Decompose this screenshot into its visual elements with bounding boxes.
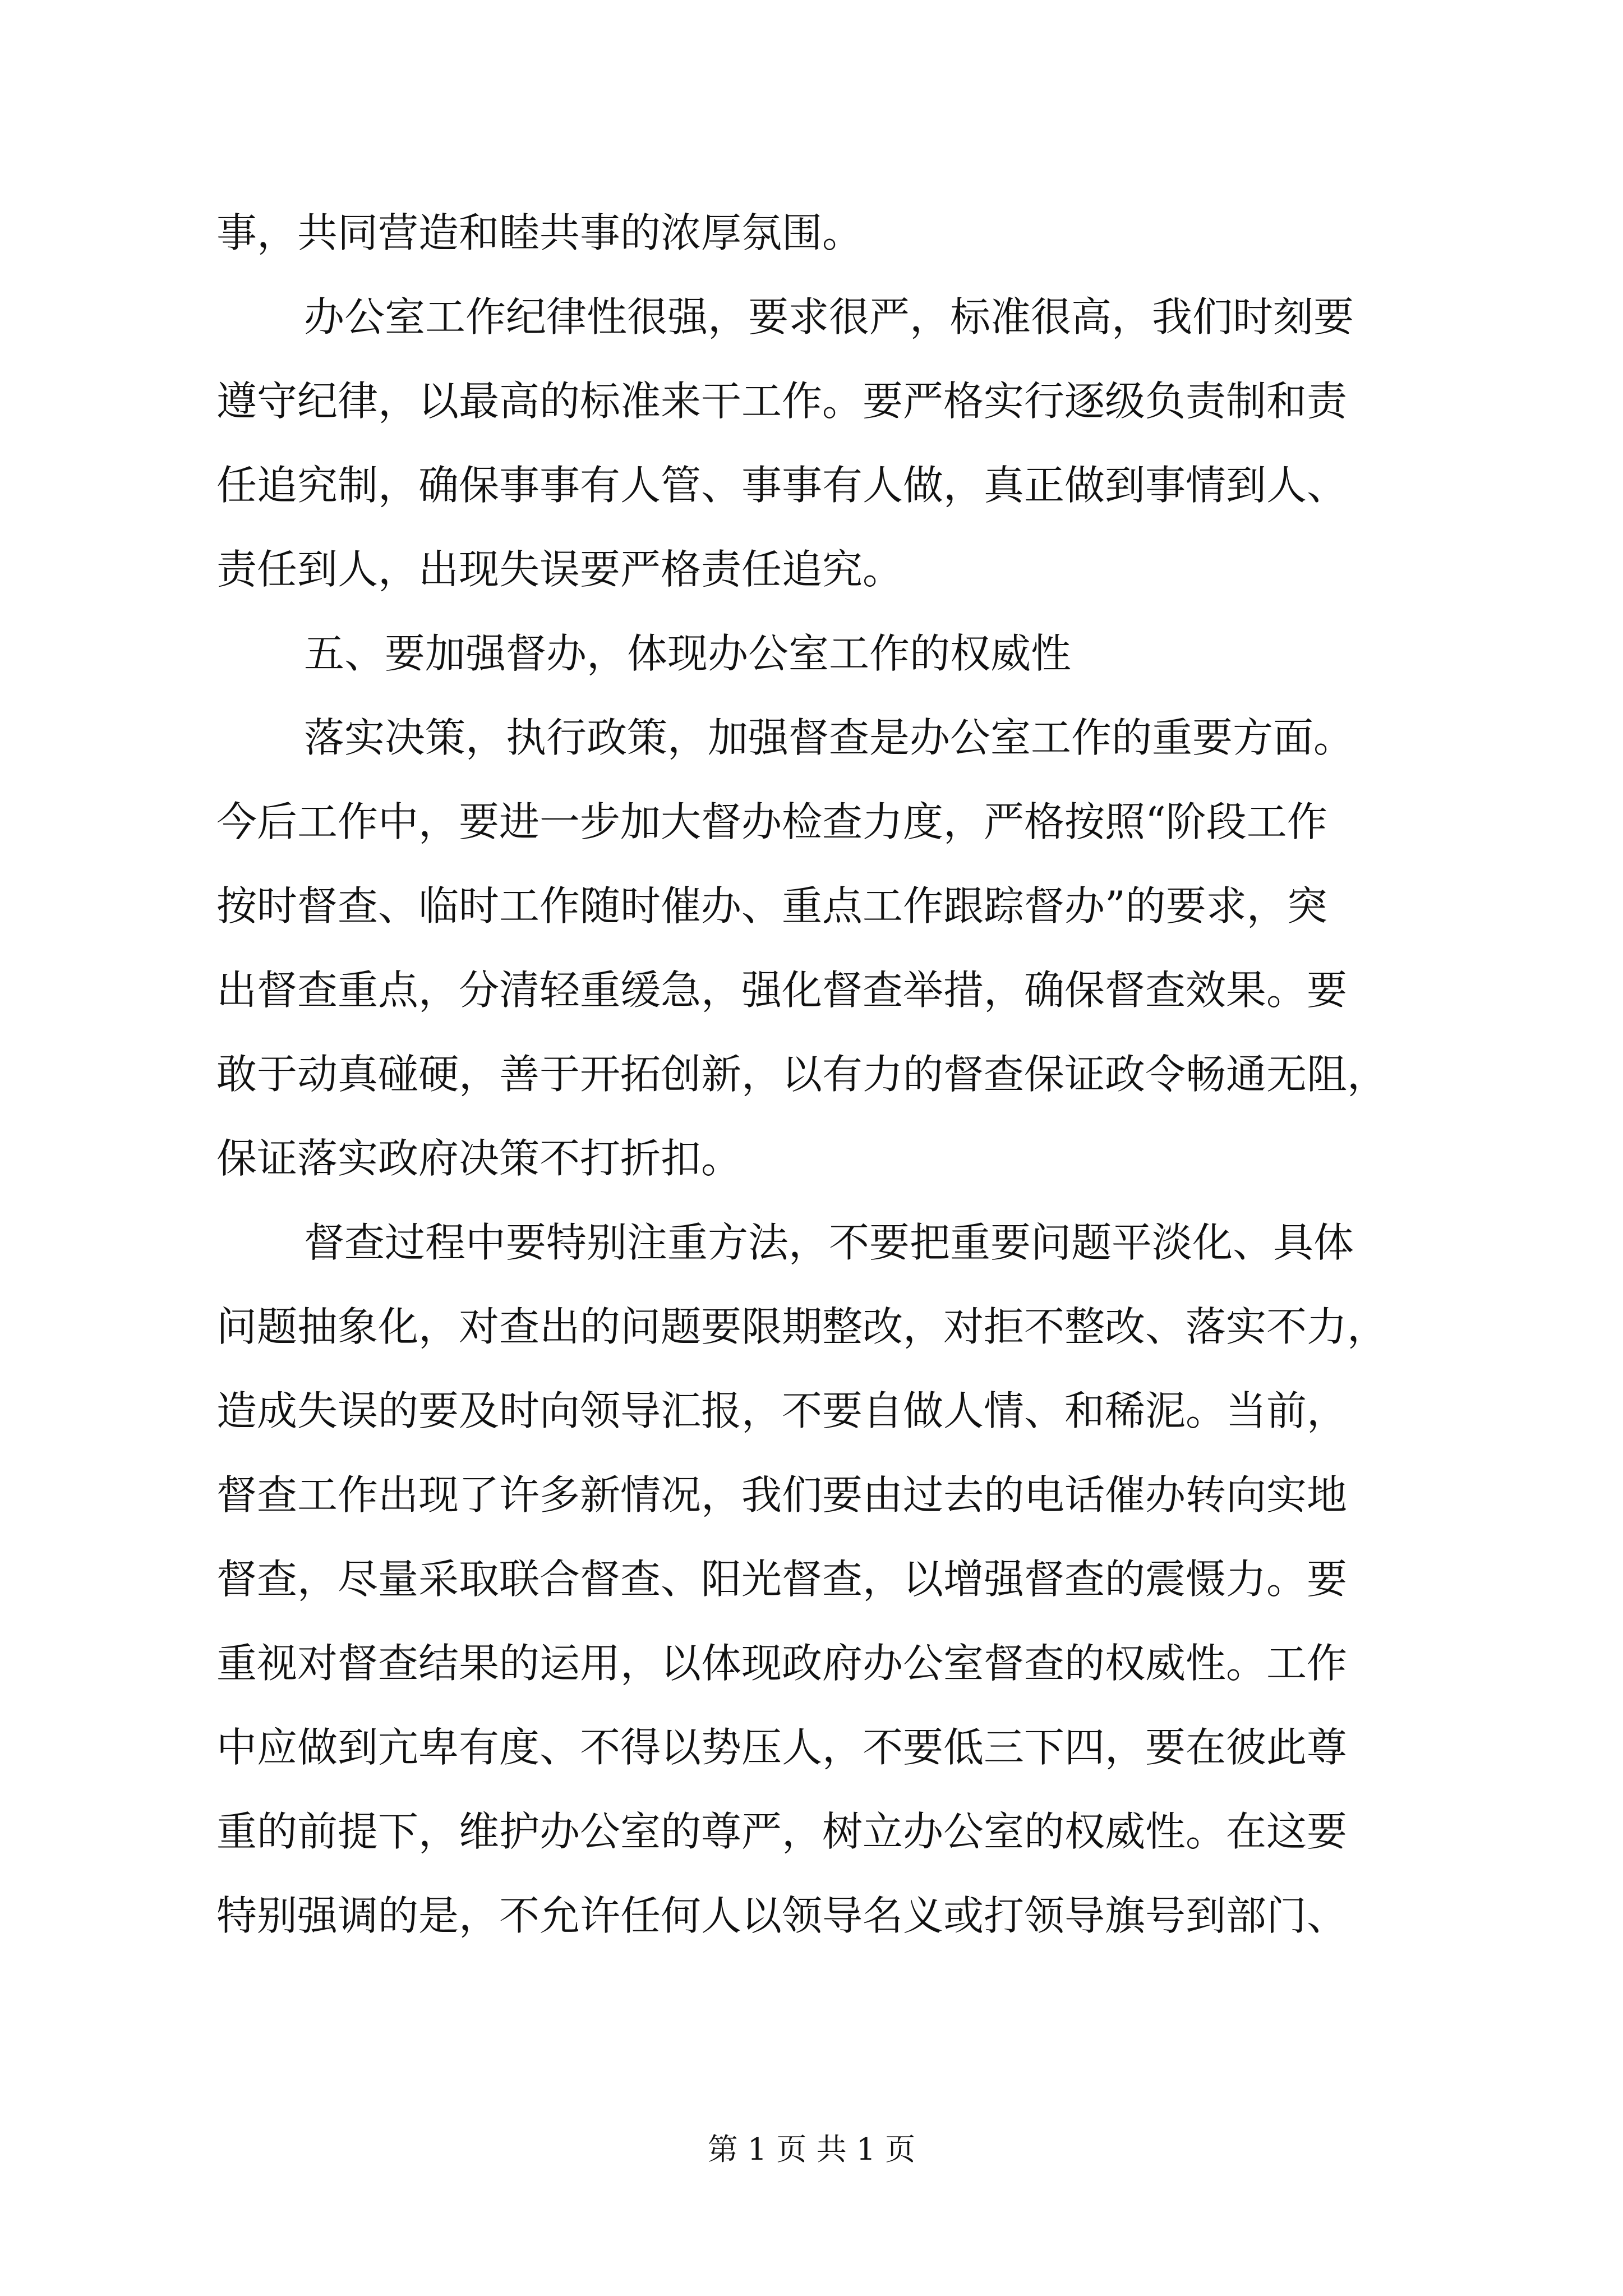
paragraph-first-line: 办公室工作纪律性很强，要求很严，标准很高，我们时刻要 xyxy=(304,293,1354,341)
text-line: 督查，尽量采取联合督查、阳光督查，以增强督查的震慑力。要 xyxy=(216,1556,1348,1603)
text-line: 事，共同营造和睦共事的浓厚氛围。 xyxy=(216,209,863,256)
text-line: 出督查重点，分清轻重缓急，强化督查举措，确保督查效果。要 xyxy=(216,967,1348,1014)
text-line: 造成失误的要及时向领导汇报，不要自做人情、和稀泥。当前， xyxy=(216,1387,1348,1434)
text-line: 遵守纪律，以最高的标准来干工作。要严格实行逐级负责制和责 xyxy=(216,378,1348,425)
page-footer xyxy=(0,2127,1623,2172)
text-line: 今后工作中，要进一步加大督办检查力度，严格按照“阶段工作 xyxy=(216,798,1327,845)
paragraph-first-line: 落实决策，执行政策，加强督查是办公室工作的重要方面。 xyxy=(304,714,1354,761)
text-line: 保证落实政府决策不打折扣。 xyxy=(216,1135,742,1182)
page-number-label: 第 1 页 共 1 页 xyxy=(707,2132,916,2167)
text-line: 敢于动真碰硬，善于开拓创新，以有力的督查保证政令畅通无阻， xyxy=(216,1051,1388,1098)
text-line: 督查工作出现了许多新情况，我们要由过去的电话催办转向实地 xyxy=(216,1471,1348,1519)
paragraph-first-line: 督查过程中要特别注重方法，不要把重要问题平淡化、具体 xyxy=(304,1219,1354,1266)
text-line: 任追究制，确保事事有人管、事事有人做，真正做到事情到人、 xyxy=(216,462,1348,509)
text-line: 重视对督查结果的运用，以体现政府办公室督查的权威性。工作 xyxy=(216,1640,1348,1687)
text-line: 特别强调的是，不允许任何人以领导名义或打领导旗号到部门、 xyxy=(216,1892,1348,1939)
text-line: 按时督查、临时工作随时催办、重点工作跟踪督办”的要求，突 xyxy=(216,882,1327,930)
section-heading: 五、要加强督办，体现办公室工作的权威性 xyxy=(304,630,1072,677)
text-line: 责任到人，出现失误要严格责任追究。 xyxy=(216,546,903,593)
text-line: 中应做到亢卑有度、不得以势压人，不要低三下四，要在彼此尊 xyxy=(216,1724,1348,1771)
text-line: 重的前提下，维护办公室的尊严，树立办公室的权威性。在这要 xyxy=(216,1808,1348,1855)
text-line: 问题抽象化，对查出的问题要限期整改，对拒不整改、落实不力， xyxy=(216,1303,1388,1350)
